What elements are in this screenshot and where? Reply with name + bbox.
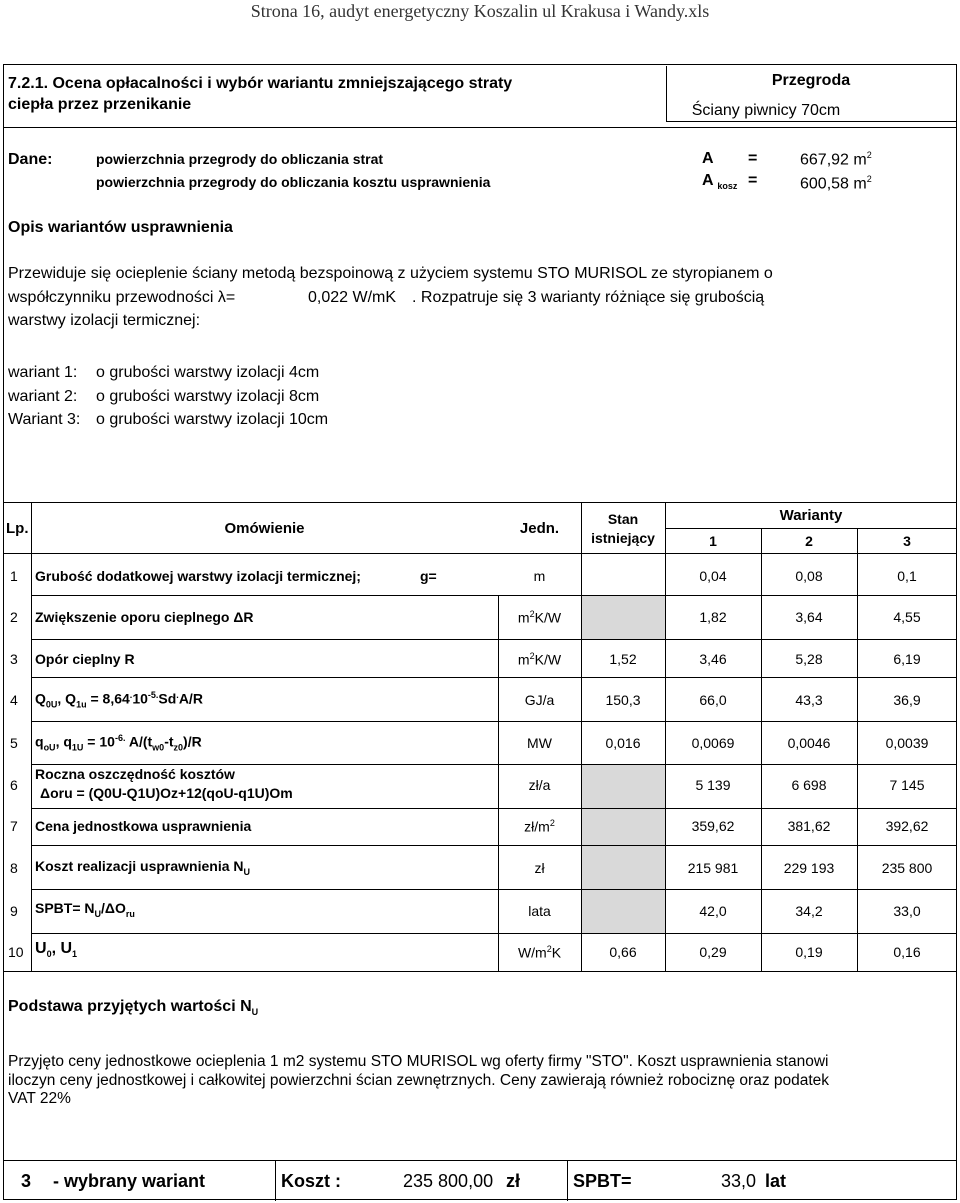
grey-cell-row9 — [581, 889, 665, 933]
section-divider — [3, 127, 957, 128]
row-v2: 0,0046 — [787, 735, 831, 751]
row-unit: $W/m^2K$ — [517, 944, 562, 961]
row-current: 0,66 — [609, 944, 637, 960]
header-current-line2: istniejący — [591, 530, 655, 546]
table-top-line — [3, 502, 957, 503]
summary-spbt-unit: lat — [765, 1171, 787, 1191]
row-v1: 359,62 — [691, 818, 735, 834]
row-line-1 — [31, 595, 957, 596]
row-lp: 7 — [10, 818, 18, 834]
row-v3: 0,1 — [897, 568, 917, 584]
row-line-3 — [31, 677, 957, 678]
partition-value: Ściany piwnicy 70cm — [691, 102, 841, 119]
row-unit: lata — [528, 903, 551, 919]
variant-text-1: o grubości warstwy izolacji 4cm — [96, 364, 320, 381]
given-label: Dane: — [8, 151, 53, 168]
given-row2-symbol: A $_{kosz}$ — [702, 172, 738, 192]
row-unit: $m^2K/W$ — [517, 609, 562, 626]
given-row2-desc: powierzchnia przegrody do obliczania kosztu usprawnienia — [96, 174, 491, 190]
row-v1: 0,04 — [699, 568, 727, 584]
row-v2: 5,28 — [795, 651, 823, 667]
row-desc: Koszt realizacji usprawnienia $N_U$ — [35, 858, 251, 877]
row-v3: 235 800 — [881, 860, 933, 876]
row-desc: Grubość dodatkowej warstwy izolacji termicznej; — [35, 568, 361, 584]
given-row1-value: 667,92 $m^2$ — [800, 150, 872, 169]
row-v3: 0,0039 — [885, 735, 929, 751]
row-line-8 — [31, 889, 957, 890]
row-v3: 0,16 — [893, 944, 921, 960]
row-v2: 6 698 — [791, 777, 827, 793]
row-line-5 — [31, 764, 957, 765]
row-desc-line2: Δoru = (Q0U-Q1U)Oz+12(qoU-q1U)Om — [40, 785, 293, 801]
summary-row — [3, 1160, 957, 1200]
partition-label: Przegroda — [771, 72, 851, 89]
row-desc: Opór cieplny R — [35, 651, 135, 667]
row-v3: 4,55 — [893, 609, 921, 625]
row-line-2 — [31, 639, 957, 640]
row-v1: 3,46 — [699, 651, 727, 667]
row-current: 150,3 — [605, 692, 641, 708]
row-line-6 — [31, 808, 957, 809]
row-v1: 0,0069 — [691, 735, 735, 751]
row-desc: SPBT= $N_U/\Delta O_{ru}$ — [35, 900, 135, 919]
row-desc: $U_0$, $U_1$ — [35, 940, 78, 960]
variants-para-line2a: współczynniku przewodności λ= — [8, 289, 236, 306]
col-line-lp — [31, 502, 32, 971]
row-v2: 3,64 — [795, 609, 823, 625]
row-desc: Cena jednostkowa usprawnienia — [35, 818, 252, 834]
given-row2-eq: = — [748, 172, 758, 189]
row-current: 1,52 — [609, 651, 637, 667]
row-line-9 — [31, 933, 957, 934]
row-lp: 8 — [10, 860, 18, 876]
variants-heading: Opis wariantów usprawnienia — [8, 219, 233, 236]
row-v3: 392,62 — [885, 818, 929, 834]
row-lp: 1 — [10, 568, 18, 584]
row-v1: 42,0 — [699, 903, 727, 919]
row-v2: 381,62 — [787, 818, 831, 834]
basis-line3: VAT 22% — [8, 1090, 71, 1107]
row-line-7 — [31, 845, 957, 846]
summary-cost-label: Koszt : — [281, 1171, 341, 1191]
row-lp: 5 — [10, 735, 18, 751]
row-desc-line1: Roczna oszczędność kosztów — [35, 766, 235, 782]
header-variants: Warianty — [779, 507, 843, 524]
row-lp: 2 — [10, 609, 18, 625]
row-desc: Zwiększenie oporu cieplnego ΔR — [35, 609, 254, 625]
row-v3: 6,19 — [893, 651, 921, 667]
variant-label-1: wariant 1: — [8, 364, 78, 381]
variant-label-3: Wariant 3: — [8, 411, 81, 428]
header-v1: 1 — [709, 533, 717, 549]
section-title-line2: ciepła przez przenikanie — [8, 96, 192, 113]
summary-variant-num: 3 — [21, 1171, 32, 1191]
basis-line1: Przyjęto ceny jednostkowe ocieplenia 1 m2 systemu STO MURISOL wg oferty firmy "STO". Koszt usprawnienia stanowi — [8, 1053, 829, 1070]
row-unit: $m^2K/W$ — [517, 651, 562, 668]
summary-spbt-value: 33,0 — [721, 1171, 757, 1191]
header-sub-line — [665, 528, 957, 529]
row-unit: MW — [527, 735, 552, 751]
header-v2: 2 — [805, 533, 813, 549]
row-v1: 1,82 — [699, 609, 727, 625]
variants-para-line1: Przewiduje się ocieplenie ściany metodą bezspoinową z użyciem systemu STO MURISOL ze styropianem o — [8, 265, 773, 282]
row-lp: 9 — [10, 903, 18, 919]
given-row2-value: 600,58 $m^2$ — [800, 174, 872, 193]
given-row1-desc: powierzchnia przegrody do obliczania strat — [96, 151, 384, 167]
header-lp: Lp. — [6, 520, 29, 537]
row-v3: 33,0 — [893, 903, 921, 919]
grey-cell-row7 — [581, 808, 665, 845]
row-unit: GJ/a — [524, 692, 555, 708]
row-v1: 5 139 — [695, 777, 731, 793]
row-current: 0,016 — [605, 735, 641, 751]
row-desc: $q_{oU}$, $q_{1U} = 10^{-6.}$ $A/(t_{w0}-t_{z0})/R$ — [35, 733, 202, 753]
row-v2: 34,2 — [795, 903, 823, 919]
row-v3: 36,9 — [893, 692, 921, 708]
grey-cell-row6 — [581, 764, 665, 808]
variants-para-line2c: . Rozpatruje się 3 warianty różniące się grubością — [412, 289, 765, 306]
given-row1-symbol: A — [702, 150, 714, 167]
summary-cost-value: 235 800,00 — [403, 1171, 494, 1191]
row-v1: 215 981 — [687, 860, 739, 876]
row-desc-extra: g= — [420, 568, 437, 584]
row-v2: 229 193 — [783, 860, 835, 876]
row-lp: 10 — [8, 944, 24, 960]
section-title-line1: 7.2.1. Ocena opłacalności i wybór wariantu zmniejszającego straty — [8, 75, 513, 92]
page-header: Strona 16, audyt energetyczny Koszalin ul Krakusa i Wandy.xls — [250, 1, 710, 21]
variants-para-line3: warstwy izolacji termicznej: — [8, 312, 201, 329]
variant-text-2: o grubości warstwy izolacji 8cm — [96, 388, 320, 405]
row-line-4 — [31, 721, 957, 722]
variant-text-3: o grubości warstwy izolacji 10cm — [96, 411, 329, 428]
grey-cell-row2 — [581, 595, 665, 639]
row-lp: 3 — [10, 651, 18, 667]
row-lp: 6 — [10, 777, 18, 793]
basis-line2: iloczyn ceny jednostkowej i całkowitej powierzchni ścian zewnętrznych. Ceny zawierają również robociznę oraz podatek — [8, 1072, 830, 1089]
row-v1: 66,0 — [699, 692, 727, 708]
table-bottom-line — [3, 971, 957, 972]
row-lp: 4 — [10, 692, 18, 708]
row-desc: $Q_{0U}$, $Q_{1u} = 8,64^.10^{-5.}Sd^.A/R$ — [35, 690, 203, 710]
row-v2: 0,19 — [795, 944, 823, 960]
summary-spbt-label: SPBT= — [573, 1171, 632, 1191]
header-desc: Omówienie — [224, 520, 305, 537]
row-v2: 43,3 — [795, 692, 823, 708]
summary-divider-2 — [567, 1161, 568, 1201]
row-v2: 0,08 — [795, 568, 823, 584]
given-row1-eq: = — [748, 150, 758, 167]
row-unit: $zł/m^2$ — [524, 818, 555, 835]
header-current-line1: Stan — [607, 511, 639, 527]
variants-para-line2b: 0,022 W/mK — [308, 289, 397, 306]
grey-cell-row8 — [581, 845, 665, 889]
header-unit: Jedn. — [519, 520, 560, 537]
row-unit: zł — [534, 860, 545, 876]
summary-cost-unit: zł — [506, 1171, 521, 1191]
row-unit: m — [533, 568, 546, 584]
row-unit: zł/a — [528, 777, 551, 793]
header-bottom-line — [3, 553, 957, 554]
variant-label-2: wariant 2: — [8, 388, 78, 405]
summary-variant-label: - wybrany wariant — [53, 1171, 206, 1191]
row-v3: 7 145 — [889, 777, 925, 793]
basis-heading: Podstawa przyjętych wartości $N_U$ — [8, 998, 259, 1018]
row-v1: 0,29 — [699, 944, 727, 960]
header-v3: 3 — [903, 533, 911, 549]
summary-divider-1 — [275, 1161, 276, 1201]
